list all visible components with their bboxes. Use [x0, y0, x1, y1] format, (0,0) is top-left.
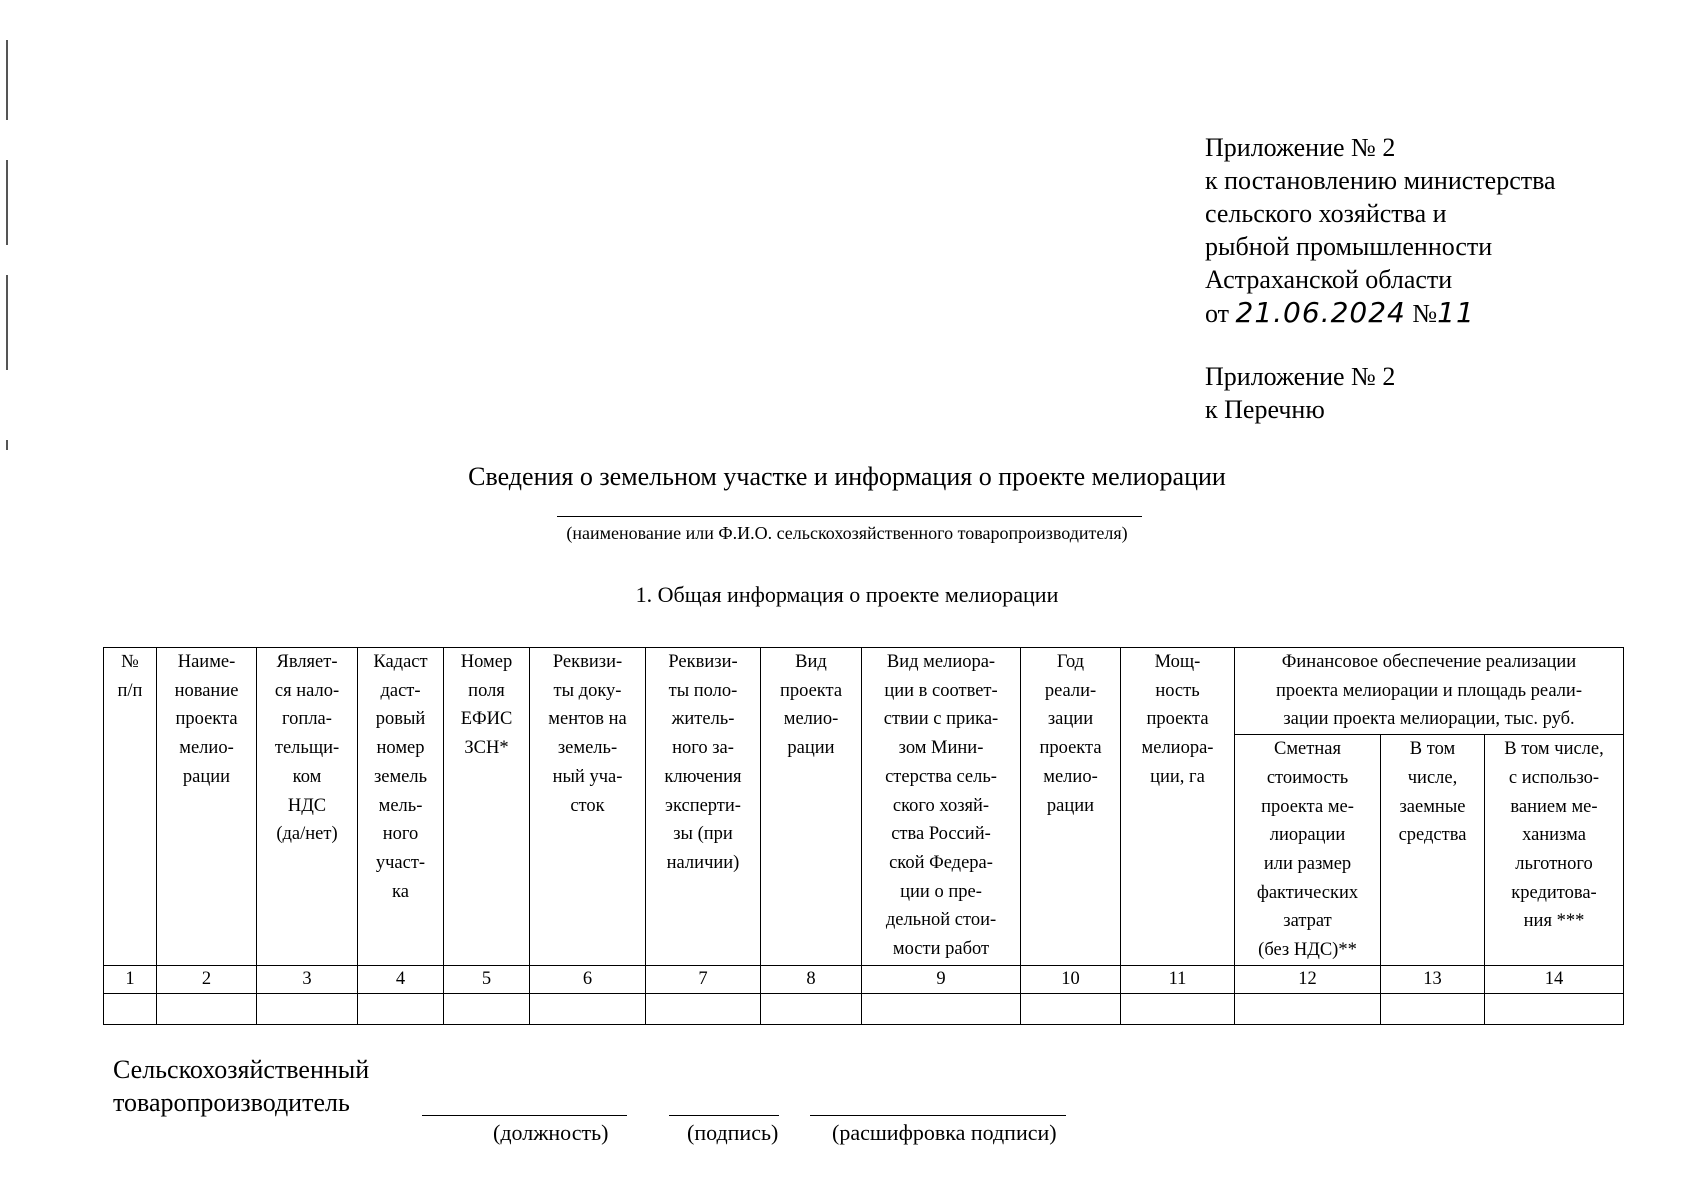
column-number: 14 — [1485, 965, 1624, 993]
producer-label — [113, 1053, 369, 1119]
position-caption: (должность) — [493, 1120, 609, 1145]
column-number: 11 — [1121, 965, 1235, 993]
column-header: Являет- ся нало- гопла- тельщи- ком НДС (да/нет) — [257, 648, 358, 966]
column-header: Мощ- ность проекта мелиора- ции, га — [1121, 648, 1235, 966]
appendix-line: Астраханской области — [1205, 265, 1453, 294]
column-header: Вид проекта мелио- рации — [761, 648, 862, 966]
signature-decoding-line — [810, 1115, 1066, 1116]
column-header: № п/п — [104, 648, 157, 966]
column-header: Реквизи- ты доку- ментов на земель- ный уча- сток — [530, 648, 646, 966]
table-cell — [157, 993, 257, 1024]
signature-line — [669, 1115, 779, 1116]
melioration-table — [103, 647, 1624, 1025]
appendix-title: Приложение № 2 — [1205, 133, 1396, 162]
appendix-line: к постановлению министерства — [1205, 166, 1556, 195]
sub-appendix-subtitle: к Перечню — [1205, 395, 1325, 424]
sub-appendix-title: Приложение № 2 — [1205, 362, 1396, 391]
column-number: 2 — [157, 965, 257, 993]
sub-appendix-header — [1205, 360, 1395, 426]
handwritten-number: 11 — [1437, 296, 1475, 329]
table-cell — [1021, 993, 1121, 1024]
column-number: 10 — [1021, 965, 1121, 993]
column-number: 5 — [444, 965, 530, 993]
financing-group-header: Финансовое обеспечение реализации проекта мелиорации и площадь реали- зации проекта мелиорации, тыс. руб. — [1235, 648, 1624, 735]
column-number: 9 — [862, 965, 1021, 993]
section-title: 1. Общая информация о проекте мелиорации — [635, 582, 1059, 607]
scan-margin-mark — [6, 440, 8, 450]
column-header: Реквизи- ты поло- житель- ного за- ключения эксперти- зы (при наличии) — [646, 648, 761, 966]
scan-margin-mark — [6, 275, 8, 370]
table-cell — [104, 993, 157, 1024]
appendix-date-line — [1205, 296, 1556, 330]
column-number: 4 — [358, 965, 444, 993]
producer-name-caption: (наименование или Ф.И.О. сельскохозяйственного товаропроизводителя) — [566, 523, 1128, 543]
table-cell — [862, 993, 1021, 1024]
table-cell — [1485, 993, 1624, 1024]
appendix-line: рыбной промышленности — [1205, 232, 1493, 261]
column-header: Вид мелиора- ции в соответ- ствии с прика- зом Мини- стерства сель- ского хозяй- ства Россий- ской Федера- ции о пре- дельной стои- мости работ — [862, 648, 1021, 966]
table-cell — [358, 993, 444, 1024]
producer-label-line: Сельскохозяйственный — [113, 1055, 370, 1084]
column-header: Год реали- зации проекта мелио- рации — [1021, 648, 1121, 966]
column-header: Наиме- нование проекта мелио- рации — [157, 648, 257, 966]
column-number: 1 — [104, 965, 157, 993]
column-number: 12 — [1235, 965, 1381, 993]
document-title: Сведения о земельном участке и информация о проекте мелиорации — [468, 462, 1226, 491]
column-number: 7 — [646, 965, 761, 993]
producer-label-line: товаропроизводитель — [113, 1088, 350, 1117]
column-number-row — [104, 965, 1624, 993]
number-prefix: № — [1412, 299, 1438, 328]
column-header: Номер поля ЕФИС ЗСН* — [444, 648, 530, 966]
scan-margin-mark — [6, 40, 8, 120]
table-cell — [1121, 993, 1235, 1024]
date-prefix: от — [1205, 299, 1230, 328]
position-line — [422, 1115, 627, 1116]
column-number: 8 — [761, 965, 862, 993]
table-cell — [1235, 993, 1381, 1024]
table-cell — [646, 993, 761, 1024]
column-header: В том числе, заемные средства — [1381, 735, 1485, 966]
column-number: 13 — [1381, 965, 1485, 993]
table-cell — [530, 993, 646, 1024]
scan-margin-mark — [6, 160, 8, 245]
column-header: Кадаст даст- ровый номер земель мель- ного участ- ка — [358, 648, 444, 966]
handwritten-date: 21.06.2024 — [1235, 296, 1406, 329]
column-number: 3 — [257, 965, 358, 993]
producer-name-line — [557, 516, 1142, 517]
decoding-caption: (расшифровка подписи) — [832, 1120, 1057, 1145]
table-cell — [257, 993, 358, 1024]
table-cell — [761, 993, 862, 1024]
signature-caption: (подпись) — [687, 1120, 779, 1145]
table-header-row — [104, 648, 1624, 735]
table-data-row — [104, 993, 1624, 1024]
column-header: Сметная стоимость проекта ме- лиорации или размер фактических затрат (без НДС)** — [1235, 735, 1381, 966]
column-number: 6 — [530, 965, 646, 993]
appendix-line: сельского хозяйства и — [1205, 199, 1447, 228]
column-header: В том числе, с использо- ванием ме- ханизма льготного кредитова- ния *** — [1485, 735, 1624, 966]
table-cell — [444, 993, 530, 1024]
appendix-header — [1205, 131, 1556, 330]
table-cell — [1381, 993, 1485, 1024]
